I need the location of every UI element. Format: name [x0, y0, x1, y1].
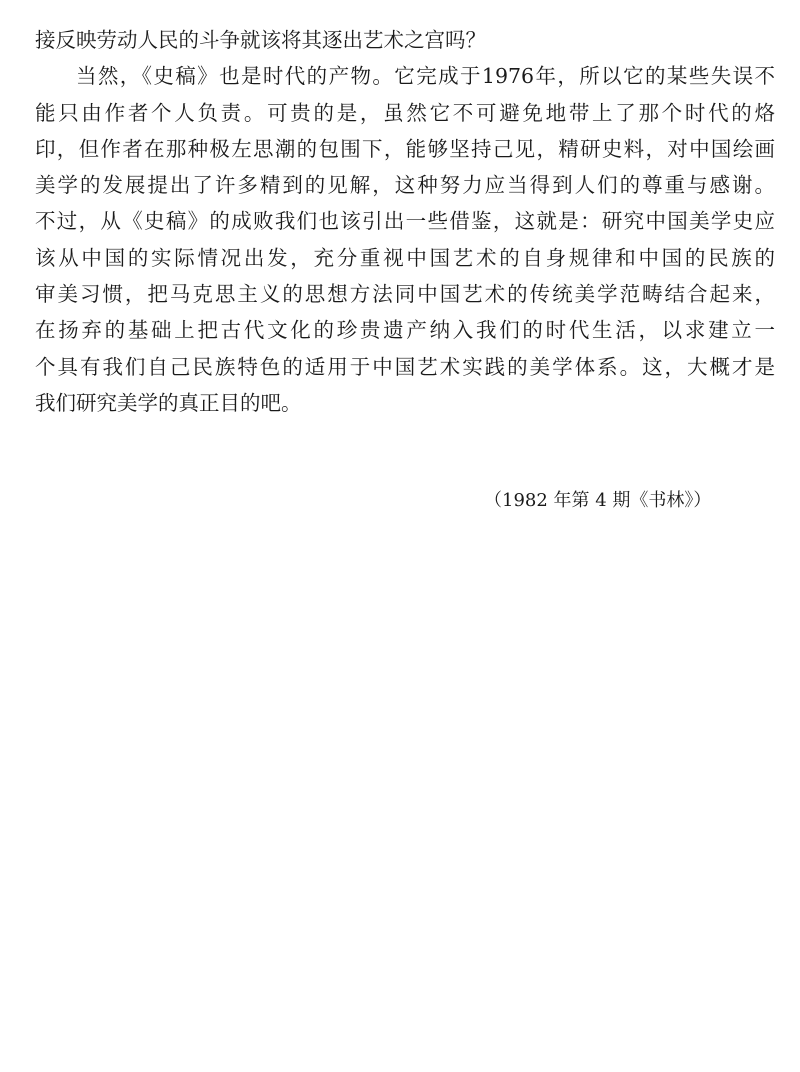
- text-line: 该从中国的实际情况出发，充分重视中国艺术的自身规律和中国的民族的: [35, 245, 775, 270]
- text-line: 不过，从《史稿》的成败我们也该引出一些借鉴，这就是：研究中国美学史应: [35, 209, 775, 234]
- text-line: 美学的发展提出了许多精到的见解，这种努力应当得到人们的尊重与感谢。: [35, 173, 775, 198]
- text-line: 能只由作者个人负责。可贵的是，虽然它不可避免地带上了那个时代的烙: [35, 100, 775, 125]
- paragraph-first-line: 当然，《史稿》也是时代的产物。它完成于1976年，所以它的某些失误不: [76, 64, 775, 89]
- text-line: 印，但作者在那种极左思潮的包围下，能够坚持己见，精研史料，对中国绘画: [35, 136, 775, 161]
- text-line: 接反映劳动人民的斗争就该将其逐出艺术之宫吗？: [35, 28, 486, 52]
- text-line: 个具有我们自己民族特色的适用于中国艺术实践的美学体系。这，大概才是: [35, 354, 775, 379]
- text-line: 在扬弃的基础上把古代文化的珍贵遗产纳入我们的时代生活，以求建立一: [35, 318, 775, 343]
- source-citation: （1982 年第 4 期《书林》）: [484, 490, 712, 511]
- text-line: 审美习惯，把马克思主义的思想方法同中国艺术的传统美学范畴结合起来，: [35, 282, 775, 307]
- article-body: [35, 22, 775, 421]
- paragraph-last-line: 我们研究美学的真正目的吧。: [35, 390, 302, 415]
